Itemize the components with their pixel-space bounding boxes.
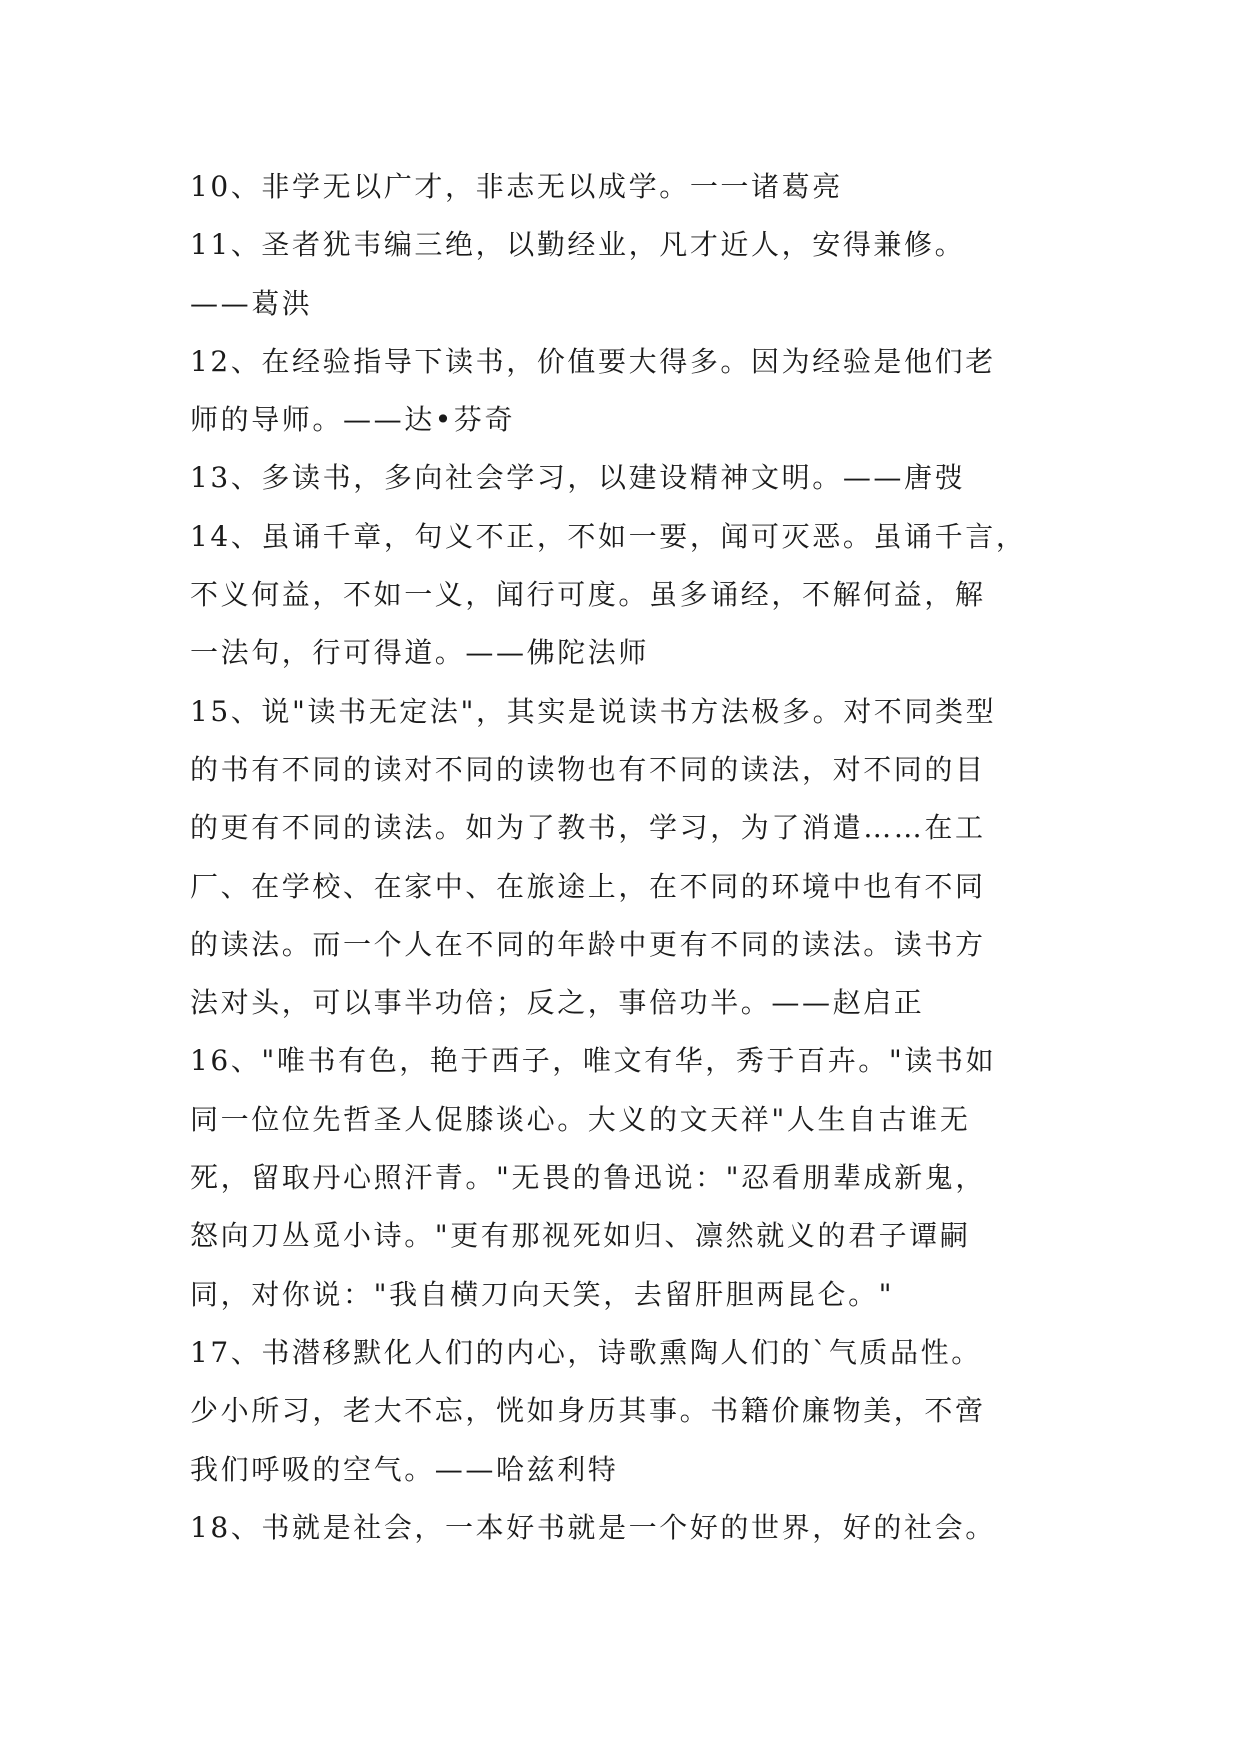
text-line: 少小所习，老大不忘，恍如身历其事。书籍价廉物美，不啻 xyxy=(190,1394,986,1428)
text-line: 15、说"读书无定法"，其实是说读书方法极多。对不同类型 xyxy=(190,694,997,728)
text-line: 不义何益，不如一义，闻行可度。虽多诵经，不解何益，解 xyxy=(190,578,986,612)
text-line: 12、在经验指导下读书，价值要大得多。因为经验是他们老 xyxy=(190,344,996,378)
text-line: 一法句，行可得道。——佛陀法师 xyxy=(190,636,650,670)
text-line: 的读法。而一个人在不同的年龄中更有不同的读法。读书方 xyxy=(190,927,986,961)
text-line: 17、书潜移默化人们的内心，诗歌熏陶人们的`气质品性。 xyxy=(190,1335,982,1369)
text-line: 14、虽诵千章，句义不正，不如一要，闻可灭恶。虽诵千言， xyxy=(190,519,1027,553)
text-line: 厂、在学校、在家中、在旅途上，在不同的环境中也有不同 xyxy=(190,869,986,903)
text-line: 我们呼吸的空气。——哈兹利特 xyxy=(190,1452,619,1486)
text-line: 11、圣者犹韦编三绝，以勤经业，凡才近人，安得兼修。 xyxy=(190,228,966,262)
text-line: 同一位位先哲圣人促膝谈心。大义的文天祥"人生自古谁无 xyxy=(190,1102,971,1136)
text-line: ——葛洪 xyxy=(190,286,313,320)
text-line: 的更有不同的读法。如为了教书，学习，为了消遣……在工 xyxy=(190,811,986,845)
text-line: 10、非学无以广才，非志无以成学。一一诸葛亮 xyxy=(190,170,843,203)
text-line: 怒向刀丛觅小诗。"更有那视死如归、凛然就义的君子谭嗣 xyxy=(190,1219,971,1253)
text-line: 同，对你说："我自横刀向天笑，去留肝胆两昆仑。" xyxy=(190,1277,895,1311)
text-line: 法对头，可以事半功倍；反之，事倍功半。——赵启正 xyxy=(190,986,925,1020)
text-line: 的书有不同的读对不同的读物也有不同的读法，对不同的目 xyxy=(190,752,986,786)
text-line: 18、书就是社会，一本好书就是一个好的世界，好的社会。 xyxy=(190,1510,996,1544)
text-line: 13、多读书，多向社会学习，以建设精神文明。——唐弢 xyxy=(190,461,966,495)
text-line: 16、"唯书有色，艳于西子，唯文有华，秀于百卉。"读书如 xyxy=(190,1044,997,1078)
text-line: 师的导师。——达•芬奇 xyxy=(190,403,516,437)
text-line: 死，留取丹心照汗青。"无畏的鲁迅说："忍看朋辈成新鬼， xyxy=(190,1161,986,1195)
document-body xyxy=(190,158,1090,1557)
